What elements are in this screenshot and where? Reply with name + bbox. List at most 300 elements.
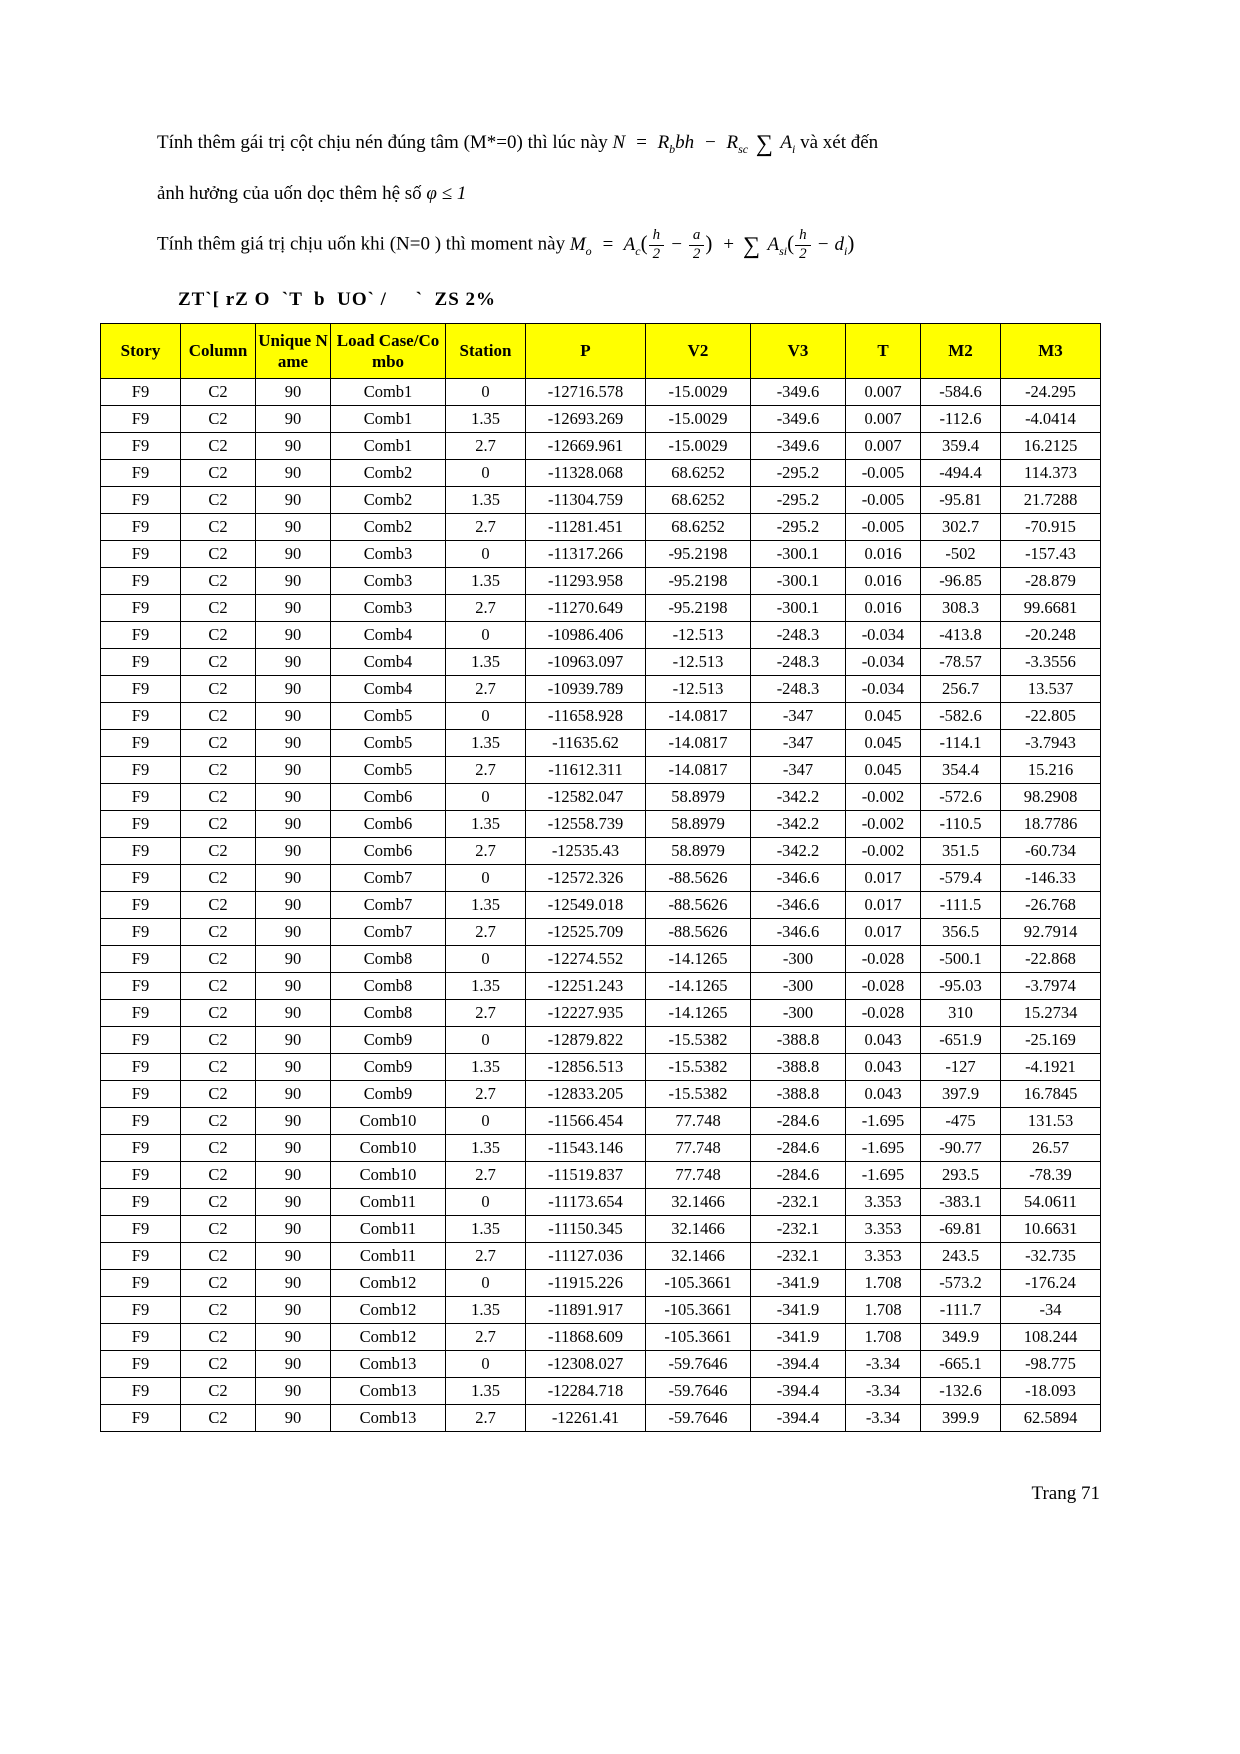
column-header-v3: V3 (751, 323, 846, 379)
table-cell: -14.0817 (646, 730, 751, 757)
table-row (101, 1189, 1101, 1216)
table-cell: -10963.097 (526, 649, 646, 676)
fraction: $\frac{h}{2}$ (795, 228, 811, 263)
table-cell: C2 (181, 1405, 256, 1432)
formula-term: R (657, 132, 670, 153)
table-cell: 256.7 (921, 676, 1001, 703)
table-cell: -11612.311 (526, 757, 646, 784)
table-cell: 0 (446, 703, 526, 730)
table-cell: 243.5 (921, 1243, 1001, 1270)
table-cell: 308.3 (921, 595, 1001, 622)
table-cell: -1.695 (846, 1162, 921, 1189)
table-cell: -347 (751, 703, 846, 730)
paragraph-moment (157, 228, 1100, 263)
table-cell: -10939.789 (526, 676, 646, 703)
table-cell: Comb11 (331, 1243, 446, 1270)
table-cell: -12833.205 (526, 1081, 646, 1108)
table-cell: -284.6 (751, 1108, 846, 1135)
formula-operator: = (634, 132, 648, 153)
table-cell: Comb3 (331, 541, 446, 568)
table-cell: F9 (101, 433, 181, 460)
table-row (101, 811, 1101, 838)
table-cell: Comb8 (331, 946, 446, 973)
table-cell: Comb13 (331, 1351, 446, 1378)
table-cell: -341.9 (751, 1297, 846, 1324)
table-cell: F9 (101, 1324, 181, 1351)
table-cell: -95.03 (921, 973, 1001, 1000)
table-cell: 90 (256, 1189, 331, 1216)
table-cell: -300 (751, 946, 846, 973)
table-cell: 77.748 (646, 1162, 751, 1189)
table-cell: F9 (101, 1270, 181, 1297)
table-row (101, 1405, 1101, 1432)
table-row (101, 892, 1101, 919)
table-row (101, 1378, 1101, 1405)
table-cell: 0 (446, 1108, 526, 1135)
table-cell: 399.9 (921, 1405, 1001, 1432)
table-cell: F9 (101, 379, 181, 406)
column-header-story: Story (101, 323, 181, 379)
formula-operator: − (816, 233, 830, 255)
table-cell: -300.1 (751, 541, 846, 568)
table-row (101, 541, 1101, 568)
table-cell: 58.8979 (646, 838, 751, 865)
paren-open: ( (640, 230, 648, 255)
table-cell: -394.4 (751, 1378, 846, 1405)
table-cell: 68.6252 (646, 460, 751, 487)
paragraph-axial-text: Tính thêm gái trị cột chịu nén đúng tâm (M*=0) thì lúc này (157, 132, 613, 153)
table-cell: F9 (101, 1027, 181, 1054)
table-cell: 0.016 (846, 568, 921, 595)
table-cell: C2 (181, 541, 256, 568)
table-cell: -0.034 (846, 649, 921, 676)
table-cell: -0.002 (846, 784, 921, 811)
table-cell: F9 (101, 1378, 181, 1405)
sum-symbol: ∑ (755, 131, 773, 157)
paragraph-axial (157, 128, 1100, 160)
table-cell: Comb2 (331, 514, 446, 541)
table-cell: C2 (181, 838, 256, 865)
table-cell: -24.295 (1001, 379, 1101, 406)
table-cell: -12549.018 (526, 892, 646, 919)
table-cell: -12.513 (646, 622, 751, 649)
table-cell: -11150.345 (526, 1216, 646, 1243)
table-cell: 90 (256, 919, 331, 946)
table-cell: 90 (256, 730, 331, 757)
table-cell: 2.7 (446, 1081, 526, 1108)
table-cell: Comb1 (331, 433, 446, 460)
table-cell: 58.8979 (646, 784, 751, 811)
column-header-column: Column (181, 323, 256, 379)
table-cell: -300 (751, 973, 846, 1000)
table-cell: -0.028 (846, 946, 921, 973)
table-cell: -341.9 (751, 1324, 846, 1351)
table-cell: 90 (256, 1324, 331, 1351)
table-cell: 293.5 (921, 1162, 1001, 1189)
table-cell: 10.6631 (1001, 1216, 1101, 1243)
table-cell: -26.768 (1001, 892, 1101, 919)
table-cell: F9 (101, 1405, 181, 1432)
table-cell: -114.1 (921, 730, 1001, 757)
table-cell: -12274.552 (526, 946, 646, 973)
table-cell: -15.5382 (646, 1027, 751, 1054)
table-cell: -248.3 (751, 622, 846, 649)
table-cell: C2 (181, 1243, 256, 1270)
table-cell: -1.695 (846, 1108, 921, 1135)
table-cell: 0 (446, 1189, 526, 1216)
table-cell: -12669.961 (526, 433, 646, 460)
table-cell: C2 (181, 1189, 256, 1216)
table-cell: 1.35 (446, 1135, 526, 1162)
table-row (101, 757, 1101, 784)
table-cell: -12535.43 (526, 838, 646, 865)
table-cell: Comb5 (331, 703, 446, 730)
table-cell: -12308.027 (526, 1351, 646, 1378)
table-cell: Comb9 (331, 1054, 446, 1081)
paragraph-phi-text: ảnh hưởng của uốn dọc thêm hệ số (157, 183, 427, 205)
formula-term: A (780, 132, 792, 153)
table-cell: 0.045 (846, 730, 921, 757)
table-cell: 90 (256, 460, 331, 487)
table-cell: F9 (101, 1054, 181, 1081)
table-cell: -4.1921 (1001, 1054, 1101, 1081)
table-cell: C2 (181, 622, 256, 649)
table-row (101, 1054, 1101, 1081)
table-cell: -12251.243 (526, 973, 646, 1000)
table-cell: F9 (101, 1000, 181, 1027)
table-cell: Comb11 (331, 1216, 446, 1243)
table-cell: 90 (256, 1135, 331, 1162)
table-row (101, 973, 1101, 1000)
table-cell: -394.4 (751, 1405, 846, 1432)
table-cell: C2 (181, 1378, 256, 1405)
table-cell: C2 (181, 1081, 256, 1108)
table-cell: Comb10 (331, 1162, 446, 1189)
table-cell: -3.7943 (1001, 730, 1101, 757)
table-cell: -0.002 (846, 838, 921, 865)
table-cell: -98.775 (1001, 1351, 1101, 1378)
table-cell: 90 (256, 649, 331, 676)
table-cell: -349.6 (751, 379, 846, 406)
table-cell: 0 (446, 1351, 526, 1378)
table-cell: -388.8 (751, 1081, 846, 1108)
formula-subscript: sc (738, 141, 749, 156)
table-cell: -69.81 (921, 1216, 1001, 1243)
table-cell: 0 (446, 1027, 526, 1054)
page-number: Trang 71 (1031, 1483, 1100, 1504)
table-cell: 90 (256, 487, 331, 514)
table-cell: 90 (256, 541, 331, 568)
table-cell: F9 (101, 973, 181, 1000)
table-cell: -4.0414 (1001, 406, 1101, 433)
table-cell: 2.7 (446, 433, 526, 460)
table-cell: -22.868 (1001, 946, 1101, 973)
table-header-row (101, 323, 1101, 379)
table-cell: -349.6 (751, 406, 846, 433)
fraction: $\frac{h}{2}$ (649, 228, 665, 263)
table-row (101, 514, 1101, 541)
table-row (101, 487, 1101, 514)
table-cell: 2.7 (446, 1324, 526, 1351)
table-cell: -232.1 (751, 1189, 846, 1216)
table-cell: 0.017 (846, 919, 921, 946)
table-row (101, 649, 1101, 676)
table-cell: F9 (101, 568, 181, 595)
formula-subscript: i (792, 141, 796, 156)
table-cell: -248.3 (751, 676, 846, 703)
table-cell: -0.005 (846, 460, 921, 487)
table-cell: Comb4 (331, 649, 446, 676)
table-row (101, 919, 1101, 946)
table-cell: 2.7 (446, 1405, 526, 1432)
table-cell: -11127.036 (526, 1243, 646, 1270)
table-row (101, 1216, 1101, 1243)
table-row (101, 1135, 1101, 1162)
table-cell: 0.043 (846, 1081, 921, 1108)
table-cell: Comb6 (331, 838, 446, 865)
table-cell: Comb11 (331, 1189, 446, 1216)
table-cell: 2.7 (446, 1000, 526, 1027)
column-header-m2: M2 (921, 323, 1001, 379)
formula-subscript: i (843, 243, 848, 258)
table-cell: 99.6681 (1001, 595, 1101, 622)
table-cell: 1.35 (446, 973, 526, 1000)
table-cell: C2 (181, 892, 256, 919)
table-cell: 16.7845 (1001, 1081, 1101, 1108)
table-row (101, 946, 1101, 973)
table-cell: 0 (446, 946, 526, 973)
table-cell: 21.7288 (1001, 487, 1101, 514)
table-cell: -176.24 (1001, 1270, 1101, 1297)
table-cell: 90 (256, 622, 331, 649)
table-cell: 3.353 (846, 1243, 921, 1270)
table-cell: -300 (751, 1000, 846, 1027)
table-cell: -11868.609 (526, 1324, 646, 1351)
table-cell: F9 (101, 460, 181, 487)
table-cell: 90 (256, 892, 331, 919)
table-body (101, 379, 1101, 1432)
table-cell: 15.2734 (1001, 1000, 1101, 1027)
table-cell: -0.005 (846, 487, 921, 514)
table-cell: Comb7 (331, 865, 446, 892)
table-cell: -0.034 (846, 676, 921, 703)
table-cell: 1.35 (446, 892, 526, 919)
table-cell: 90 (256, 676, 331, 703)
table-cell: 2.7 (446, 1243, 526, 1270)
table-cell: F9 (101, 1162, 181, 1189)
table-cell: -11891.917 (526, 1297, 646, 1324)
table-cell: C2 (181, 1108, 256, 1135)
table-cell: 90 (256, 379, 331, 406)
column-header-station: Station (446, 323, 526, 379)
table-cell: F9 (101, 784, 181, 811)
table-cell: 0 (446, 379, 526, 406)
table-cell: -11566.454 (526, 1108, 646, 1135)
column-header-m3: M3 (1001, 323, 1101, 379)
table-cell: C2 (181, 973, 256, 1000)
table-cell: C2 (181, 1297, 256, 1324)
table-cell: Comb10 (331, 1108, 446, 1135)
table-cell: 0.017 (846, 865, 921, 892)
table-cell: 0 (446, 622, 526, 649)
sum-symbol: ∑ (743, 232, 761, 259)
table-cell: -0.005 (846, 514, 921, 541)
table-cell: -60.734 (1001, 838, 1101, 865)
table-cell: F9 (101, 541, 181, 568)
table-cell: -11304.759 (526, 487, 646, 514)
table-cell: 0 (446, 784, 526, 811)
table-cell: Comb2 (331, 487, 446, 514)
table-cell: C2 (181, 1027, 256, 1054)
table-cell: F9 (101, 1135, 181, 1162)
table-cell: C2 (181, 1000, 256, 1027)
formula-term: M (569, 233, 586, 255)
table-cell: 397.9 (921, 1081, 1001, 1108)
table-cell: -388.8 (751, 1027, 846, 1054)
table-cell: F9 (101, 1189, 181, 1216)
table-cell: C2 (181, 433, 256, 460)
formula-subscript: c (635, 243, 641, 258)
table-cell: -12284.718 (526, 1378, 646, 1405)
paren-close: ) (705, 230, 713, 255)
table-cell: Comb4 (331, 622, 446, 649)
table-cell: -105.3661 (646, 1297, 751, 1324)
table-cell: 90 (256, 1054, 331, 1081)
table-cell: -11270.649 (526, 595, 646, 622)
table-cell: 90 (256, 811, 331, 838)
table-cell: -3.3556 (1001, 649, 1101, 676)
table-cell: -88.5626 (646, 892, 751, 919)
table-cell: -12558.739 (526, 811, 646, 838)
table-cell: 2.7 (446, 595, 526, 622)
table-cell: 77.748 (646, 1135, 751, 1162)
table-cell: Comb13 (331, 1378, 446, 1405)
table-cell: C2 (181, 703, 256, 730)
table-row (101, 1027, 1101, 1054)
column-header-v2: V2 (646, 323, 751, 379)
table-cell: 32.1466 (646, 1189, 751, 1216)
table-cell: 77.748 (646, 1108, 751, 1135)
table-cell: C2 (181, 460, 256, 487)
table-cell: Comb9 (331, 1027, 446, 1054)
table-cell: -11519.837 (526, 1162, 646, 1189)
table-cell: 1.35 (446, 730, 526, 757)
table-cell: C2 (181, 1351, 256, 1378)
table-cell: 90 (256, 703, 331, 730)
table-cell: F9 (101, 487, 181, 514)
table-cell: 90 (256, 1405, 331, 1432)
table-cell: 90 (256, 1162, 331, 1189)
table-cell: -341.9 (751, 1270, 846, 1297)
table-cell: F9 (101, 892, 181, 919)
table-cell: -95.2198 (646, 568, 751, 595)
formula-term: N (612, 132, 626, 153)
table-cell: -349.6 (751, 433, 846, 460)
table-cell: 0.043 (846, 1054, 921, 1081)
table-cell: 0.007 (846, 406, 921, 433)
table-cell: 0.017 (846, 892, 921, 919)
table-cell: 0.045 (846, 757, 921, 784)
table-cell: -342.2 (751, 838, 846, 865)
table-cell: -111.5 (921, 892, 1001, 919)
table-cell: -232.1 (751, 1216, 846, 1243)
table-cell: -59.7646 (646, 1351, 751, 1378)
table-cell: F9 (101, 406, 181, 433)
table-cell: -12261.41 (526, 1405, 646, 1432)
table-cell: 1.35 (446, 811, 526, 838)
table-cell: -572.6 (921, 784, 1001, 811)
column-header-t: T (846, 323, 921, 379)
table-cell: Comb8 (331, 973, 446, 1000)
page-footer (1032, 1483, 1100, 1505)
table-row (101, 865, 1101, 892)
table-cell: -96.85 (921, 568, 1001, 595)
table-cell: -105.3661 (646, 1270, 751, 1297)
paragraph-axial-text-after: và xét đến (800, 132, 879, 153)
table-cell: F9 (101, 514, 181, 541)
table-cell: -347 (751, 757, 846, 784)
table-cell: -127 (921, 1054, 1001, 1081)
results-table (100, 323, 1101, 1433)
table-cell: 0.007 (846, 379, 921, 406)
table-row (101, 379, 1101, 406)
table-cell: -651.9 (921, 1027, 1001, 1054)
table-cell: 0.016 (846, 541, 921, 568)
table-cell: F9 (101, 1108, 181, 1135)
table-row (101, 730, 1101, 757)
table-cell: -11658.928 (526, 703, 646, 730)
table-cell: C2 (181, 595, 256, 622)
table-cell: -584.6 (921, 379, 1001, 406)
table-cell: -34 (1001, 1297, 1101, 1324)
table-cell: Comb6 (331, 784, 446, 811)
table-cell: -232.1 (751, 1243, 846, 1270)
table-cell: 359.4 (921, 433, 1001, 460)
table-cell: -413.8 (921, 622, 1001, 649)
section-heading: ZT`[ rZ O `T b UO` / ` ZS 2% (178, 288, 497, 310)
formula-term: A (623, 233, 636, 255)
table-cell: -500.1 (921, 946, 1001, 973)
formula-subscript: b (669, 141, 676, 156)
formula-moment (569, 227, 855, 262)
table-cell: 351.5 (921, 838, 1001, 865)
table-cell: 108.244 (1001, 1324, 1101, 1351)
table-cell: -15.0029 (646, 406, 751, 433)
table-cell: 13.537 (1001, 676, 1101, 703)
table-cell: -22.805 (1001, 703, 1101, 730)
table-cell: C2 (181, 757, 256, 784)
table-cell: Comb8 (331, 1000, 446, 1027)
table-cell: -300.1 (751, 568, 846, 595)
table-cell: C2 (181, 1054, 256, 1081)
table-cell: F9 (101, 1081, 181, 1108)
table-cell: -394.4 (751, 1351, 846, 1378)
table-cell: Comb13 (331, 1405, 446, 1432)
table-cell: 1.35 (446, 649, 526, 676)
table-cell: -78.39 (1001, 1162, 1101, 1189)
table-cell: -11317.266 (526, 541, 646, 568)
table-cell: -10986.406 (526, 622, 646, 649)
table-cell: -12856.513 (526, 1054, 646, 1081)
table-cell: Comb5 (331, 757, 446, 784)
table-cell: 3.353 (846, 1216, 921, 1243)
table-cell: -248.3 (751, 649, 846, 676)
table-cell: C2 (181, 946, 256, 973)
table-cell: -1.695 (846, 1135, 921, 1162)
table-cell: -90.77 (921, 1135, 1001, 1162)
table-cell: -11543.146 (526, 1135, 646, 1162)
table-cell: 15.216 (1001, 757, 1101, 784)
